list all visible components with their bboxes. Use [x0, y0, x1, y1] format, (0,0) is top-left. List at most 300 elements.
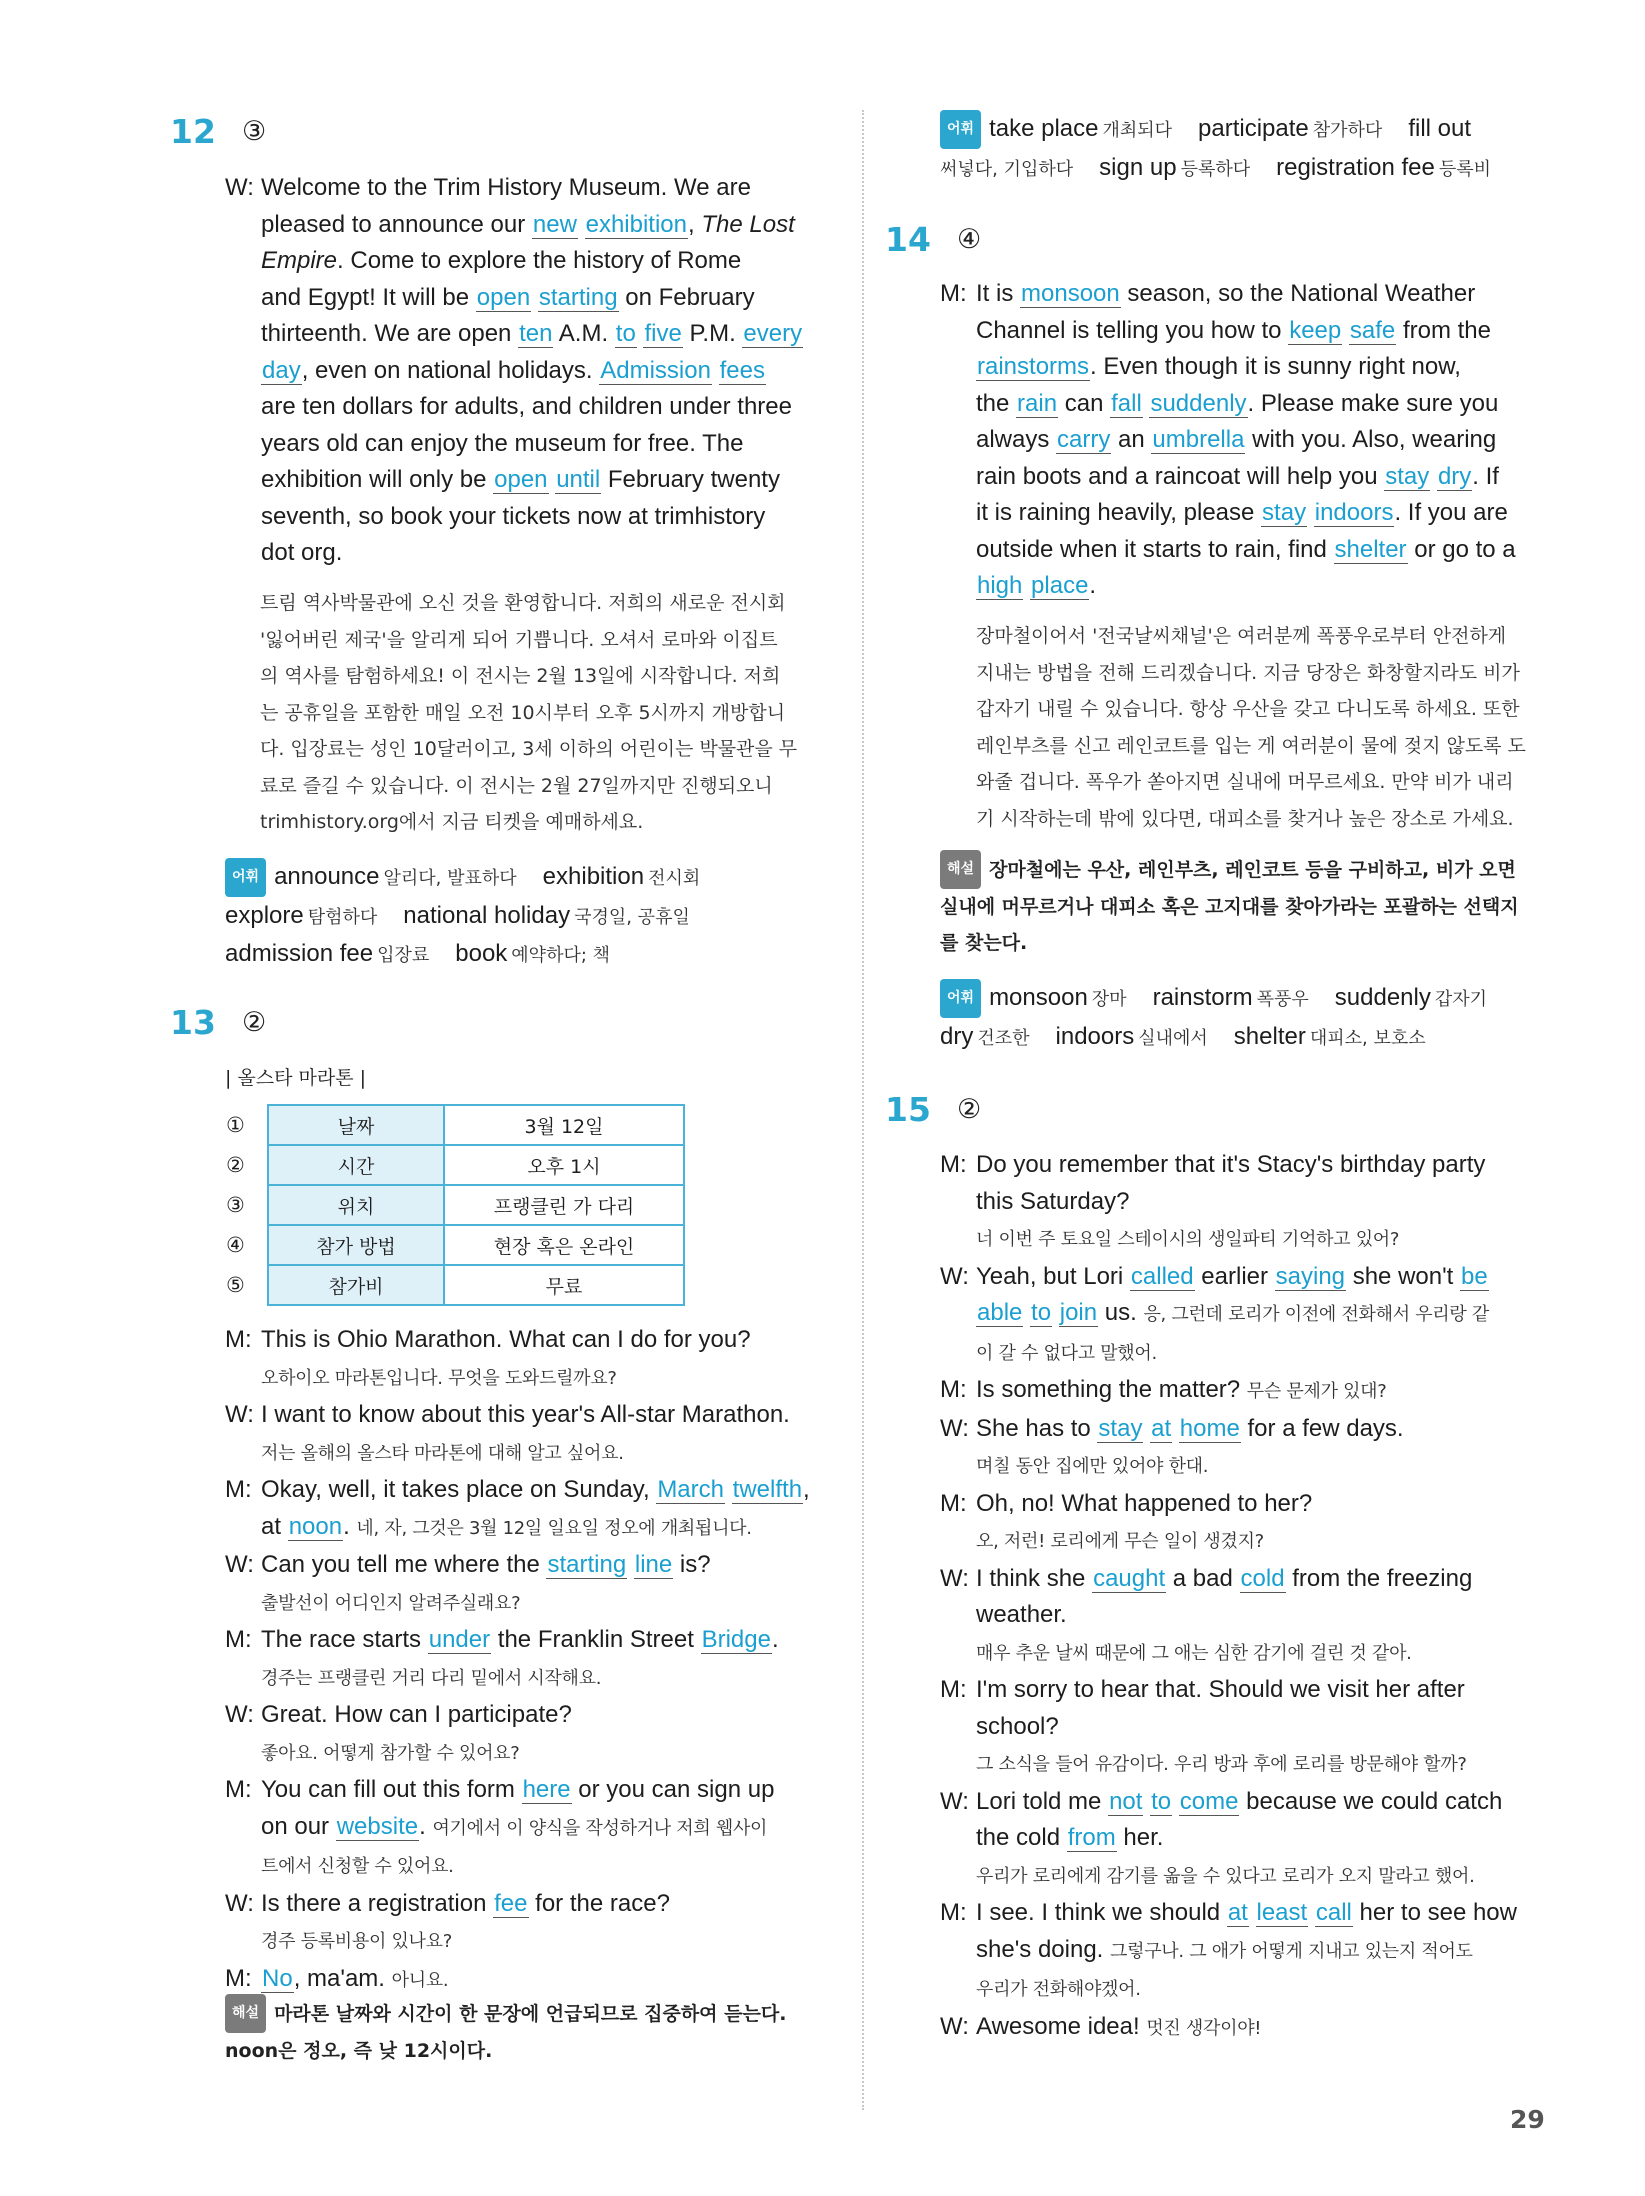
vocab-row: [940, 150, 1517, 189]
script-text: [578, 211, 585, 238]
dictation-blank: day: [262, 356, 301, 384]
script-line: [940, 1486, 1517, 1523]
dictation-blank: No: [262, 1964, 293, 1992]
vocab-meaning: 갑자기: [1434, 989, 1488, 1010]
q12-translation: [260, 585, 797, 841]
script-line: [225, 462, 803, 499]
script-text: .: [771, 1626, 779, 1653]
vocab-word: national holiday: [403, 901, 571, 929]
script-text: . Even though it is sunny right now,: [1090, 353, 1461, 380]
script-text: the cold: [976, 1824, 1067, 1851]
script-text: can: [1058, 389, 1111, 417]
script-text: rain boots and a raincoat will help you: [976, 462, 1385, 490]
korean-translation: 응, 그런데 로리가 이전에 전화해서 우리랑 같: [1143, 1304, 1489, 1325]
q12-header: [170, 112, 266, 151]
script-text: Is there a registration: [261, 1889, 494, 1917]
script-line: [225, 1397, 810, 1434]
dictation-blank: until: [556, 466, 601, 493]
script-text: at: [261, 1512, 288, 1540]
q13-explanation: [225, 1994, 786, 2069]
script-text: she won't: [1346, 1262, 1461, 1290]
vocab-word: sign up: [1099, 153, 1177, 181]
dictation-blank: five: [644, 320, 682, 347]
script-text: [1052, 1299, 1059, 1326]
script-line: [940, 1820, 1517, 1857]
korean-translation: 트에서 신청할 수 있어요.: [261, 1856, 454, 1877]
speaker-label: W:: [225, 1889, 254, 1917]
vocab-meaning: 탐험하다: [307, 906, 378, 928]
script-text: Okay, well, it takes place on Sunday,: [261, 1476, 657, 1503]
dictation-blank: umbrella: [1152, 426, 1245, 453]
dictation-blank: rain: [1017, 389, 1058, 417]
speaker-label: M:: [940, 1899, 967, 1926]
script-line: [940, 386, 1516, 423]
dictation-blank: Admission: [600, 356, 711, 384]
q14-vocabulary: [940, 979, 1513, 1057]
vocab-meaning: 등록하다: [1180, 158, 1251, 180]
dictation-blank: under: [428, 1626, 491, 1653]
script-line: [940, 1522, 1517, 1561]
script-text: The race starts: [261, 1626, 428, 1653]
speaker-label: W:: [940, 1787, 969, 1815]
script-line: [940, 1709, 1517, 1746]
dictation-blank: open: [476, 283, 531, 311]
script-text: [627, 1551, 634, 1578]
speaker-label: W:: [940, 1414, 969, 1442]
translation-line: 장마철이어서 '전국날씨채널'은 여러분께 폭풍우로부터 안전하게: [976, 625, 1507, 647]
translation-line: 의 역사를 탐험하세요! 이 전시는 2월 13일에 시작합니다. 저희: [260, 665, 781, 687]
table-label: 참가 방법: [268, 1225, 444, 1265]
script-text: This is Ohio Marathon. What can I do for you?: [261, 1326, 751, 1353]
explanation-text: 실내에 머무르거나 대피소 혹은 고지대를 찾아가라는 포괄하는 선택지: [940, 895, 1519, 918]
table-value: 현장 혹은 온라인: [444, 1225, 684, 1265]
script-text: from the freezing: [1285, 1564, 1473, 1592]
korean-translation: 오, 저런! 로리에게 무슨 일이 생겼지?: [976, 1531, 1264, 1552]
vocab-meaning: 알리다, 발표하다: [383, 868, 517, 889]
dictation-blank: stay: [1262, 499, 1307, 526]
korean-translation: 경주는 프랭클린 거리 다리 밑에서 시작해요.: [261, 1667, 602, 1689]
dictation-blank: stay: [1385, 462, 1430, 490]
script-line: [940, 1672, 1517, 1709]
q13-vocabulary: [940, 110, 1517, 188]
script-text: A.M.: [553, 320, 615, 347]
table-row: [225, 1265, 684, 1305]
script-line: [940, 1184, 1517, 1221]
dictation-blank: least: [1256, 1899, 1308, 1926]
vocab-word: admission fee: [225, 940, 374, 967]
script-line: [225, 1359, 810, 1398]
speaker-label: M:: [225, 1476, 252, 1503]
script-line: [940, 1932, 1517, 1971]
script-text: outside when it starts to rain, find: [976, 535, 1334, 563]
script-line: [940, 1895, 1517, 1932]
script-line: [940, 568, 1516, 605]
korean-translation: 저는 올해의 올스타 마라톤에 대해 알고 싶어요.: [261, 1442, 624, 1464]
translation-line: 료로 즐길 수 있습니다. 이 전시는 2월 27일까지만 진행되오니: [260, 774, 773, 797]
script-line: [940, 1147, 1517, 1184]
script-line: [225, 426, 803, 463]
speaker-label: M:: [225, 1776, 252, 1803]
q12-number: 12: [170, 112, 216, 151]
script-line: [225, 1809, 810, 1848]
vocab-word: announce: [274, 863, 380, 890]
vocab-badge: 어휘: [225, 858, 266, 897]
speaker-label: M:: [225, 1326, 252, 1353]
script-line: [225, 316, 803, 353]
dictation-blank: from: [1067, 1824, 1116, 1851]
q12-script: [225, 170, 803, 572]
script-line: [225, 1622, 810, 1659]
dictation-blank: at: [1227, 1899, 1248, 1926]
script-text: [1249, 1899, 1256, 1926]
script-text: . Please make sure you: [1247, 389, 1499, 417]
script-text: .: [1089, 572, 1097, 599]
script-text: the: [976, 389, 1017, 417]
script-text: an: [1111, 426, 1152, 453]
script-text: I see. I think we should: [976, 1899, 1227, 1926]
table-value: 무료: [444, 1265, 684, 1305]
korean-translation: 경주 등록비용이 있나요?: [261, 1931, 452, 1952]
script-text: or you can sign up: [571, 1776, 775, 1803]
vocab-meaning: 개최되다: [1102, 120, 1173, 141]
korean-translation: 여기에서 이 양식을 작성하거나 저희 웹사이: [432, 1817, 768, 1839]
script-text: [1307, 499, 1314, 526]
korean-translation: 출발선이 어디인지 알려주실래요?: [261, 1592, 521, 1614]
script-text: Yeah, but Lori: [976, 1262, 1130, 1290]
vocab-word: monsoon: [989, 984, 1088, 1011]
korean-translation: 오하이오 마라톤입니다. 무엇을 도와드릴까요?: [261, 1367, 617, 1389]
q14-translation: [976, 618, 1526, 837]
dictation-blank: website: [336, 1812, 419, 1840]
explanation-line: [225, 1994, 786, 2033]
script-text: ,: [803, 1476, 810, 1503]
script-text: she's doing.: [976, 1935, 1111, 1963]
speaker-label: W:: [940, 1262, 969, 1290]
script-text: .: [343, 1512, 357, 1540]
translation-line: 갑자기 내릴 수 있습니다. 항상 우산을 갖고 다니도록 하세요. 또한: [976, 698, 1520, 720]
script-text: [725, 1476, 732, 1503]
q14-header: [885, 220, 981, 259]
script-line: [225, 1547, 810, 1584]
speaker-label: W:: [225, 174, 254, 201]
choice-marker: ②: [226, 1153, 245, 1177]
translation-line: trimhistory.org에서 지금 티켓을 예매하세요.: [260, 811, 644, 833]
speaker-label: W:: [225, 1551, 254, 1578]
dictation-blank: called: [1130, 1262, 1194, 1290]
dictation-blank: March: [657, 1476, 724, 1503]
korean-translation: 멋진 생각이야!: [1146, 2017, 1262, 2039]
korean-translation: 며칠 동안 집에만 있어야 한대.: [976, 1456, 1209, 1477]
script-text: I want to know about this year's All-star Marathon.: [261, 1401, 790, 1428]
script-line: [940, 1295, 1517, 1334]
speaker-label: W:: [225, 1401, 254, 1428]
vocab-meaning: 예약하다; 책: [511, 945, 611, 966]
script-line: [225, 353, 803, 390]
korean-translation: 그렇구나. 그 애가 어떻게 지내고 있는지 적어도: [1110, 1940, 1473, 1962]
translation-line: 지내는 방법을 전해 드리겠습니다. 지금 당장은 화창할지라도 비가: [976, 661, 1520, 684]
table-row: [225, 1145, 684, 1185]
dictation-blank: stay: [1098, 1414, 1143, 1442]
script-text: ,: [688, 210, 702, 238]
table-value: 프랭클린 가 다리: [444, 1185, 684, 1225]
korean-translation: 그 소식을 들어 유감이다. 우리 방과 후에 로리를 방문해야 할까?: [976, 1754, 1467, 1775]
script-text: earlier: [1194, 1262, 1275, 1290]
dictation-blank: indoors: [1314, 499, 1394, 526]
vocab-meaning: 대피소, 보호소: [1309, 1027, 1426, 1049]
q14-number: 14: [885, 220, 931, 259]
q13-script: [225, 1322, 810, 1999]
dictation-blank: caught: [1093, 1564, 1166, 1592]
dictation-blank: carry: [1057, 426, 1111, 453]
dictation-blank: starting: [547, 1551, 627, 1578]
vocab-meaning: 건조한: [977, 1027, 1030, 1049]
script-line: [225, 1322, 810, 1359]
dictation-blank: exhibition: [585, 210, 687, 238]
vocab-meaning: 폭풍우: [1256, 989, 1309, 1010]
table-label: 날짜: [268, 1105, 444, 1145]
script-text: dot org.: [261, 539, 343, 566]
vocab-word: explore: [225, 901, 304, 929]
dictation-blank: suddenly: [1150, 389, 1247, 417]
script-line: [225, 243, 803, 280]
table-label: 참가비: [268, 1265, 444, 1305]
script-line: [940, 1334, 1517, 1373]
speaker-label: M:: [940, 1676, 967, 1703]
script-line: [225, 1772, 810, 1809]
script-line: [940, 422, 1516, 459]
dictation-blank: safe: [1349, 316, 1396, 344]
explanation-line: [225, 2033, 786, 2070]
vocab-word: indoors: [1055, 1022, 1135, 1050]
script-text: for a few days.: [1240, 1414, 1404, 1442]
script-line: [225, 535, 803, 572]
script-text: us.: [1098, 1299, 1144, 1326]
script-text: Great. How can I participate?: [261, 1701, 572, 1728]
script-text: Can you tell me where the: [261, 1551, 547, 1578]
script-text: pleased to announce our: [261, 210, 532, 238]
dictation-blank: ten: [519, 320, 553, 347]
q13-answer: ②: [242, 1007, 267, 1037]
script-text: for the race?: [528, 1889, 670, 1917]
vocab-row: [940, 110, 1517, 150]
script-text: . If: [1472, 462, 1499, 490]
dictation-blank: come: [1179, 1787, 1239, 1815]
dictation-blank: dry: [1437, 462, 1472, 490]
script-text: Welcome to the Trim History Museum. We are: [261, 174, 751, 201]
dictation-blank: be: [1461, 1262, 1488, 1290]
vocab-word: exhibition: [542, 863, 645, 890]
vocab-word: shelter: [1233, 1022, 1306, 1050]
script-line: [225, 170, 803, 207]
script-line: [940, 2009, 1517, 2048]
korean-translation: 이 갈 수 없다고 말했어.: [976, 1342, 1157, 1364]
table-value: 3월 12일: [444, 1105, 684, 1145]
script-line: [940, 1970, 1517, 2009]
korean-translation: 네, 자, 그것은 3월 12일 일요일 정오에 개최됩니다.: [356, 1517, 752, 1539]
script-line: [225, 499, 803, 536]
dictation-blank: high: [977, 572, 1023, 599]
script-text: You can fill out this form: [261, 1776, 522, 1803]
vocab-meaning: 장마: [1091, 989, 1127, 1010]
speaker-label: W:: [940, 1564, 969, 1592]
vocab-word: registration fee: [1276, 153, 1435, 181]
vocab-word: dry: [940, 1022, 974, 1050]
title-text: The Lost: [701, 210, 795, 238]
table-row: [225, 1185, 684, 1225]
explanation-line: [940, 850, 1519, 889]
vocab-badge: 어휘: [940, 110, 981, 149]
script-text: season, so the National Weather: [1120, 280, 1476, 307]
choice-marker: ⑤: [226, 1273, 245, 1297]
script-text: weather.: [976, 1601, 1067, 1628]
script-text: on our: [261, 1812, 336, 1840]
script-line: [225, 1509, 810, 1548]
korean-translation: 우리가 로리에게 감기를 옮을 수 있다고 로리가 오지 말라고 했어.: [976, 1865, 1475, 1887]
korean-translation: 너 이번 주 토요일 스테이시의 생일파티 기억하고 있어?: [976, 1229, 1400, 1250]
script-line: [225, 1847, 810, 1886]
q15-answer: ②: [957, 1094, 982, 1124]
script-text: I think she: [976, 1564, 1093, 1592]
script-text: , even on national holidays.: [301, 356, 600, 384]
script-line: [940, 313, 1516, 350]
explanation-badge: 해설: [940, 850, 981, 889]
script-text: thirteenth. We are open: [261, 320, 519, 347]
vocab-badge: 어휘: [940, 979, 981, 1018]
script-line: [940, 276, 1516, 313]
choice-marker: ①: [226, 1113, 245, 1137]
vocab-meaning: 실내에서: [1138, 1027, 1208, 1049]
dictation-blank: at: [1151, 1414, 1172, 1442]
script-text: always: [976, 426, 1057, 453]
table-label: 시간: [268, 1145, 444, 1185]
dictation-blank: every: [743, 320, 803, 347]
page-number: 29: [1510, 2105, 1545, 2134]
script-text: . Come to explore the history of Rome: [337, 247, 742, 274]
dictation-blank: call: [1315, 1899, 1352, 1926]
dictation-blank: shelter: [1334, 535, 1407, 563]
explanation-text: 를 찾는다.: [940, 932, 1028, 954]
korean-translation: 우리가 전화해야겠어.: [976, 1979, 1141, 2000]
dictation-blank: not: [1109, 1787, 1143, 1815]
script-line: [940, 495, 1516, 532]
choice-marker: ③: [226, 1193, 245, 1217]
script-line: [940, 1784, 1517, 1821]
script-line: [225, 1584, 810, 1623]
script-text: are ten dollars for adults, and children under three: [261, 393, 792, 420]
script-text: the Franklin Street: [491, 1626, 701, 1653]
korean-translation: 무슨 문제가 있대?: [1246, 1381, 1387, 1402]
table-label: 위치: [268, 1185, 444, 1225]
script-text: with you. Also, wearing: [1245, 426, 1497, 453]
translation-line: 는 공휴일을 포함한 매일 오전 10시부터 오후 5시까지 개방합니: [260, 701, 786, 724]
script-text: Lori told me: [976, 1787, 1109, 1815]
vocab-word: fill out: [1408, 115, 1472, 142]
vocab-row: [225, 936, 726, 975]
script-text: and Egypt! It will be: [261, 283, 476, 311]
script-text: February twenty: [601, 466, 780, 493]
script-text: because we could catch: [1239, 1787, 1503, 1815]
korean-translation: 아니요.: [391, 1969, 449, 1991]
script-text: . If you are: [1394, 499, 1508, 526]
speaker-label: M:: [225, 1626, 252, 1653]
script-line: [225, 1886, 810, 1923]
vocab-word: book: [455, 940, 508, 967]
speaker-label: M:: [940, 280, 967, 307]
script-line: [940, 1561, 1517, 1598]
script-text: I'm sorry to hear that. Should we visit her after: [976, 1676, 1465, 1703]
script-line: [225, 207, 803, 244]
table-row: [225, 1225, 684, 1265]
dictation-blank: line: [634, 1551, 673, 1578]
explanation-text: 장마철에는 우산, 레인부츠, 레인코트 등을 구비하고, 비가 오면: [989, 859, 1516, 881]
script-text: It is: [976, 280, 1021, 307]
dictation-blank: rainstorms: [977, 353, 1090, 380]
q14-answer: ④: [957, 224, 982, 254]
script-line: [940, 1372, 1517, 1411]
vocab-meaning: 참가하다: [1312, 120, 1383, 141]
dictation-blank: home: [1179, 1414, 1240, 1442]
script-line: [940, 1411, 1517, 1448]
script-text: it is raining heavily, please: [976, 499, 1262, 526]
speaker-label: W:: [940, 2012, 969, 2040]
script-line: [940, 1857, 1517, 1896]
speaker-label: M:: [225, 1964, 252, 1992]
q15-script: [940, 1147, 1517, 2047]
script-text: this Saturday?: [976, 1187, 1130, 1215]
q14-explanation: [940, 850, 1519, 962]
q13-number: 13: [170, 1003, 216, 1042]
q12-vocabulary: [225, 858, 726, 975]
script-text: Channel is telling you how to: [976, 316, 1289, 344]
vocab-meaning: 써넣다, 기입하다: [940, 158, 1074, 180]
vocab-row: [940, 979, 1513, 1019]
script-text: , ma'am.: [293, 1964, 392, 1992]
script-line: [225, 1659, 810, 1698]
speaker-label: M:: [940, 1489, 967, 1517]
vocab-word: take place: [989, 115, 1099, 142]
title-text: Empire: [261, 247, 338, 274]
dictation-blank: to: [1151, 1787, 1172, 1815]
script-text: [1342, 317, 1349, 344]
translation-line: 트림 역사박물관에 오신 것을 환영합니다. 저희의 새로운 전시회: [260, 592, 786, 614]
q13-info-table: [225, 1104, 685, 1306]
script-text: [1172, 1788, 1179, 1815]
script-line: [225, 1922, 810, 1961]
explanation-text: 마라톤 날짜와 시간이 한 문장에 언급되므로 집중하여 듣는다.: [274, 2003, 787, 2025]
script-text: exhibition will only be: [261, 466, 494, 493]
script-text: P.M.: [682, 320, 743, 347]
table-value: 오후 1시: [444, 1145, 684, 1185]
script-text: [531, 284, 538, 311]
script-text: is?: [673, 1551, 711, 1578]
vocab-word: suddenly: [1334, 984, 1431, 1011]
vocab-word: rainstorm: [1152, 984, 1253, 1011]
column-divider: [862, 110, 864, 2110]
script-line: [940, 1220, 1517, 1259]
speaker-label: W:: [225, 1701, 254, 1728]
dictation-blank: to: [615, 320, 636, 347]
dictation-blank: fall: [1111, 389, 1142, 417]
q13-header: [170, 1003, 266, 1042]
dictation-blank: Bridge: [701, 1626, 771, 1653]
explanation-line: [940, 889, 1519, 926]
script-line: [225, 1472, 810, 1509]
script-text: seventh, so book your tickets now at trimhistory: [261, 502, 766, 530]
script-line: [940, 1447, 1517, 1486]
dictation-blank: fees: [719, 356, 766, 384]
script-line: [225, 389, 803, 426]
script-text: from the: [1396, 316, 1491, 344]
